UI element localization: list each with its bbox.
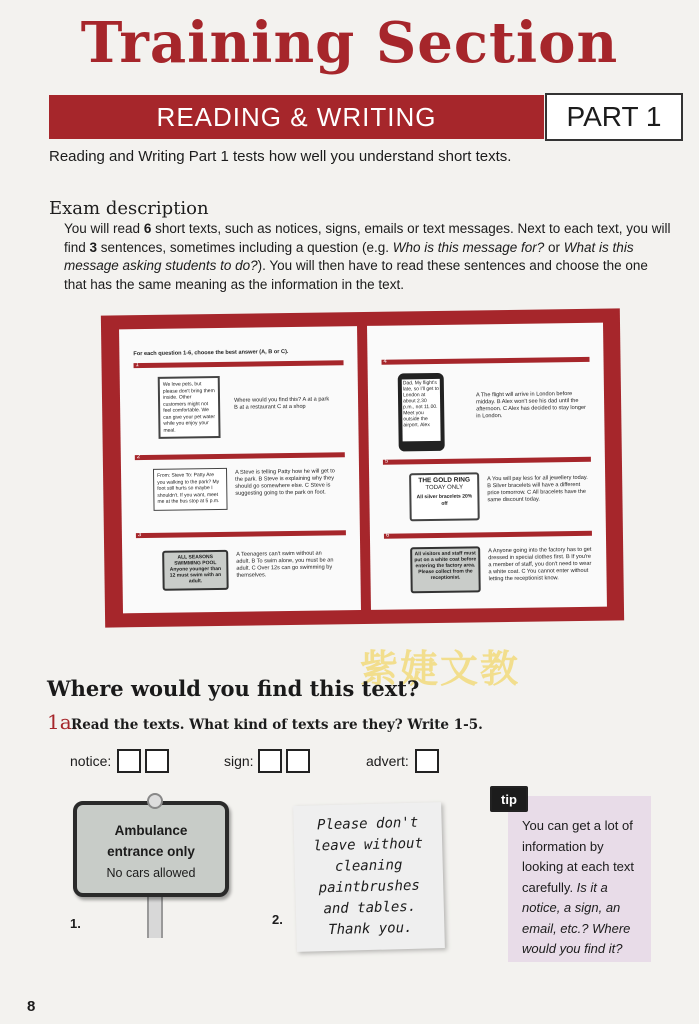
note-line: Thank you.: [328, 919, 413, 939]
sign-answer-box-1[interactable]: [258, 749, 282, 773]
sign-line-2: entrance only: [107, 844, 195, 859]
phone-icon: [398, 373, 445, 452]
question-number: 2: [136, 454, 141, 461]
question-number: 3: [137, 532, 142, 539]
question-number: 1: [135, 362, 139, 369]
notice-label: notice:: [70, 753, 112, 769]
text-number-2: 2.: [272, 912, 283, 927]
sign-label: sign:: [224, 753, 254, 769]
advert-answer-box[interactable]: [415, 749, 439, 773]
sign-post: [147, 896, 163, 938]
factory-sign: All visitors and staff must put on a white coat before entering the factory area. Please collect from the receptionist.: [410, 546, 481, 593]
question-options: Where would you find this? A at a park B at a restaurant C at a shop: [234, 396, 330, 411]
note-line: leave without: [313, 835, 424, 855]
sample-page-left: [119, 326, 361, 613]
question-options: A You will pay less for all jewellery today. B Silver bracelets will have a different price tomorrow. C All bracelets have the same discount today.: [487, 474, 588, 504]
handwritten-note: [293, 802, 445, 952]
exercise-instruction: Read the texts. What kind of texts are they? Write 1-5.: [71, 717, 483, 733]
phone-message: Dad, My flight's late, so I'll get to London at about 2.30 p.m., not 11.00. Meet you outside the airport. Alex: [402, 379, 441, 442]
sample-exam-image: [101, 308, 624, 627]
question-options: A Steve is telling Patty how he will get to the park. B Steve is explaining why they should go somewhere else. C Steve is suggesting going to the park on foot.: [235, 468, 335, 497]
question-number: 5: [384, 458, 389, 465]
question-options: A Anyone going into the factory has to get dressed in special clothes first. B If you're a member of staff, you don't need to wear a white coat. C You cannot enter without letting the receptionist know.: [488, 546, 592, 583]
sample-page-right: [367, 323, 607, 610]
ambulance-sign: [73, 801, 229, 897]
intro-text: Reading and Writing Part 1 tests how well you understand short texts.: [49, 148, 512, 165]
advert-label: advert:: [366, 753, 409, 769]
tip-box: You can get a lot of information by looking at each text carefully. Is it a notice, a sign, an email, etc.? Where would you find it?: [508, 796, 651, 962]
sign-line-3: No cars allowed: [106, 866, 196, 880]
text-number-1: 1.: [70, 916, 81, 931]
watermark: 紫婕文教: [360, 647, 521, 691]
page-number: 8: [27, 998, 36, 1015]
question-number: 6: [385, 532, 390, 539]
sign-line-1: Ambulance: [114, 823, 188, 838]
part-label: PART 1: [545, 93, 683, 141]
pet-notice: We love pets, but please don't bring them inside. Other customers might not feel comfortable. We can give your pet water while you enjoy your meal.: [158, 376, 221, 439]
sign-answer-box-2[interactable]: [286, 749, 310, 773]
page-title: Training Section: [80, 10, 619, 76]
pool-sign: ALL SEASONS SWIMMING POOL Anyone younger than 12 must swim with an adult.: [162, 550, 229, 591]
question-options: A The flight will arrive in London before midday. B Alex won't see his dad until the afternoon. C Alex has decided to stay longer in London.: [475, 391, 587, 420]
note-line: cleaning: [334, 857, 403, 875]
question-options: A Teenagers can't swim without an adult. B To swim alone, you must be an adult. C Over 12s can go swimming by themselves.: [236, 550, 334, 579]
gold-ring-sign: THE GOLD RING TODAY ONLY All silver bracelets 20% off: [409, 472, 480, 521]
exam-heading: Exam description: [49, 198, 209, 219]
email-sample: From: Steve To: Patty Are you walking to the park? My foot still hurts so maybe I shouldn't. If you want, meet me at the bus stop at 5 p.m.: [153, 468, 228, 511]
notice-answer-box-2[interactable]: [145, 749, 169, 773]
exercise-number: 1a.: [47, 710, 79, 734]
note-line: Please don't: [316, 814, 419, 834]
notice-answer-box-1[interactable]: [117, 749, 141, 773]
section-banner: READING & WRITING: [49, 95, 544, 139]
question-number: 4: [383, 358, 387, 365]
sample-instruction: For each question 1-6, choose the best answer (A, B or C).: [133, 349, 289, 358]
tip-label: tip: [490, 786, 528, 812]
bolt-icon: [147, 793, 163, 809]
note-line: paintbrushes: [318, 877, 421, 897]
note-line: and tables.: [323, 898, 417, 918]
section-heading: Where would you find this text?: [47, 676, 420, 701]
exam-description: You will read 6 short texts, such as notices, signs, emails or text messages. Next to each text, you will find 3 sentences, sometimes including a question (e.g. Who is this message for? or What is this message asking students to do?). You will then have to read these sentences and choose the one that has the same meaning as the information in the text.: [64, 221, 671, 292]
